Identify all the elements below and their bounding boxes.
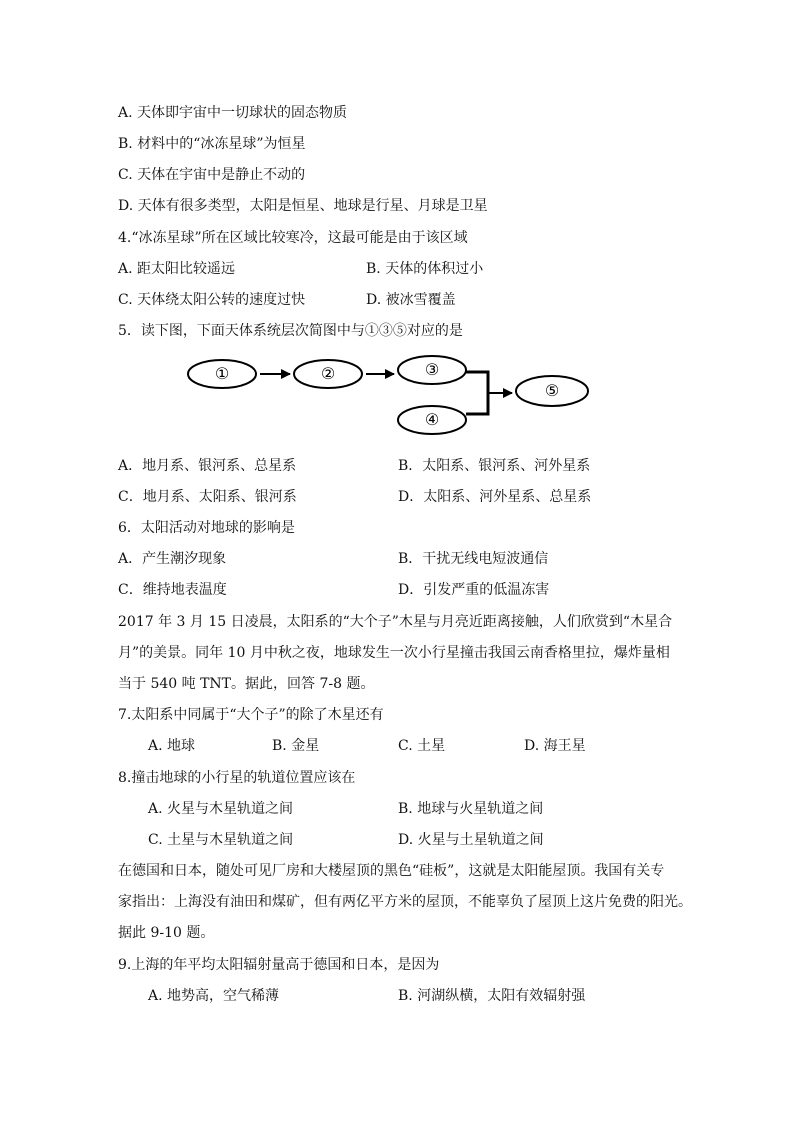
node-5	[516, 376, 588, 406]
material2-line2: 家指出：上海没有油田和煤矿，但有两亿平方米的屋顶，不能辜负了屋顶上这片免费的阳光。	[118, 894, 692, 910]
material2-line3: 据此 9-10 题。	[118, 925, 215, 941]
q9-stem: 9.上海的年平均太阳辐射量高于德国和日本，是因为	[118, 957, 440, 973]
q6-option-a: A．产生潮汐现象	[118, 551, 227, 567]
q8-option-c: C. 土星与木星轨道之间	[148, 832, 294, 848]
celestial-system-diagram	[186, 352, 596, 444]
q9-option-a: A. 地势高，空气稀薄	[148, 988, 280, 1004]
q5-option-d: D．太阳系、河外星系、总星系	[398, 489, 592, 505]
q4-stem: 4.“冰冻星球”所在区域比较寒冷，这最可能是由于该区域	[118, 230, 468, 246]
q4-option-d: D. 被冰雪覆盖	[366, 292, 456, 308]
q7-stem: 7.太阳系中同属于“大个子”的除了木星还有	[118, 707, 384, 723]
node-5-label: ⑤	[544, 381, 560, 400]
q3-option-b: B. 材料中的“冰冻星球”为恒星	[118, 136, 306, 152]
node-3	[398, 356, 466, 384]
q3-option-a: A. 天体即宇宙中一切球状的固态物质	[118, 105, 348, 121]
q7-option-c: C. 土星	[398, 738, 446, 754]
node-1	[188, 360, 256, 388]
q4-option-a: A. 距太阳比较遥远	[118, 261, 236, 277]
node-4-label: ④	[424, 410, 440, 429]
q7-option-a: A. 地球	[148, 738, 196, 754]
q5-option-b: B．太阳系、银河系、河外星系	[398, 458, 591, 474]
q5-stem: 5．读下图，下面天体系统层次简图中与①③⑤对应的是	[118, 323, 463, 339]
node-4	[398, 406, 466, 434]
material1-line2: 月”的美景。同年 10 月中秋之夜，地球发生一次小行星撞击我国云南香格里拉，爆炸量相	[118, 645, 670, 661]
node-2	[294, 360, 362, 388]
q4-option-b: B. 天体的体积过小	[366, 261, 484, 277]
node-2-label: ②	[320, 364, 336, 383]
q6-option-d: D．引发严重的低温冻害	[398, 582, 550, 598]
q6-option-b: B．干扰无线电短波通信	[398, 551, 549, 567]
q6-option-c: C．维持地表温度	[118, 582, 227, 598]
q8-option-d: D. 火星与土星轨道之间	[398, 832, 544, 848]
q5-option-c: C．地月系、太阳系、银河系	[118, 489, 297, 505]
q5-option-a: A．地月系、银河系、总星系	[118, 458, 297, 474]
q8-option-b: B. 地球与火星轨道之间	[398, 801, 544, 817]
material1-line1: 2017 年 3 月 15 日凌晨，太阳系的“大个子”木星与月亮近距离接触，人们欣赏到“木星合	[118, 614, 673, 630]
q6-stem: 6．太阳活动对地球的影响是	[118, 520, 295, 536]
q8-stem: 8.撞击地球的小行星的轨道位置应该在	[118, 770, 356, 786]
q7-option-b: B. 金星	[272, 738, 320, 754]
node-1-label: ①	[214, 364, 230, 383]
node-3-label: ③	[424, 360, 440, 379]
q3-option-d: D. 天体有很多类型，太阳是恒星、地球是行星、月球是卫星	[118, 198, 488, 214]
q8-option-a: A. 火星与木星轨道之间	[148, 801, 294, 817]
material2-line1: 在德国和日本，随处可见厂房和大楼屋顶的黑色“硅板”，这就是太阳能屋顶。我国有关专	[118, 863, 665, 879]
q3-option-c: C. 天体在宇宙中是静止不动的	[118, 167, 306, 183]
q7-option-d: D. 海王星	[524, 738, 586, 754]
q9-option-b: B. 河湖纵横，太阳有效辐射强	[398, 988, 586, 1004]
q4-option-c: C. 天体绕太阳公转的速度过快	[118, 292, 306, 308]
material1-line3: 当于 540 吨 TNT。据此，回答 7-8 题。	[118, 676, 375, 692]
bracket-3-4	[466, 372, 488, 414]
